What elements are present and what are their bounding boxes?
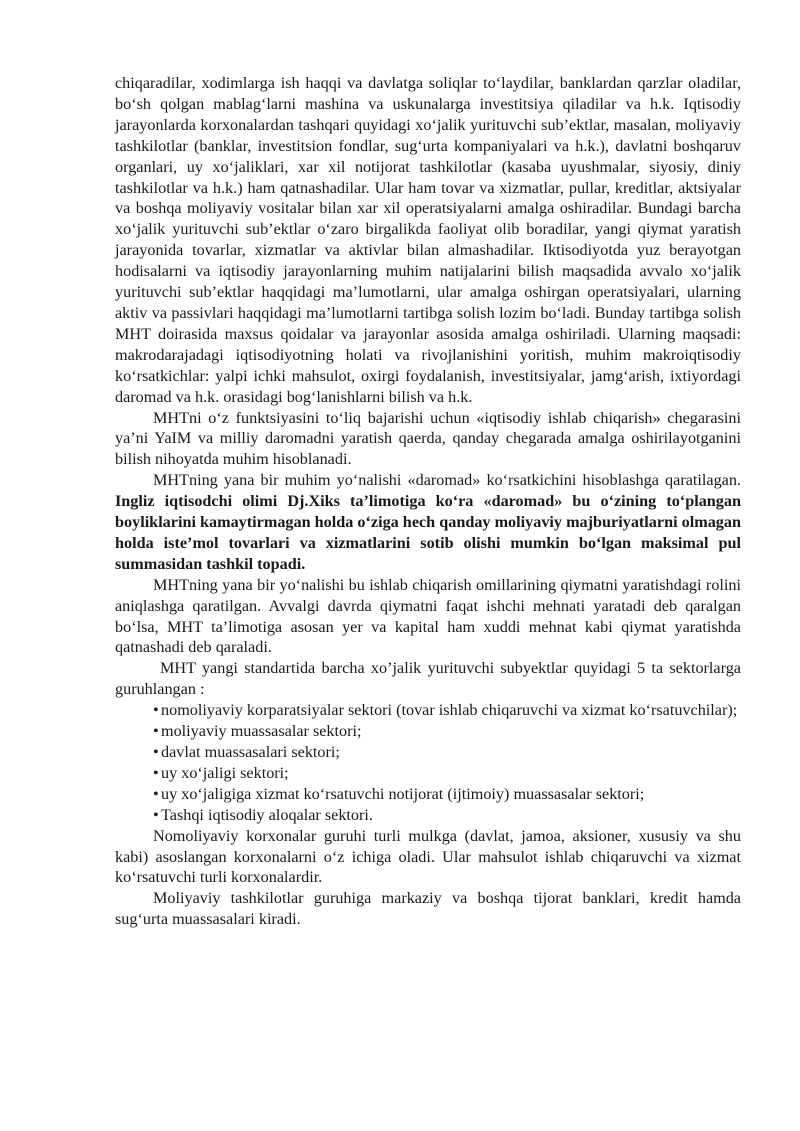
sector-label: nomoliyaviy korparatsiyalar sektori (tovar ishlab chiqaruvchi va xizmat ko‘rsatuvchilar); [161, 701, 738, 720]
bullet-icon: • [153, 743, 159, 761]
paragraph-financial-institutions: Moliyaviy tashkilotlar guruhiga markaziy va boshqa tijorat banklari, kredit hamda sug‘urta muassasalari kiradi. [115, 889, 741, 929]
paragraph-sector-intro: MHT yangi standartida barcha xo’jalik yurituvchi subyektlar quyidagi 5 ta sektorlarga guruhlangan : [115, 659, 741, 699]
sector-label: uy xo‘jaligiga xizmat ko‘rsatuvchi notijorat (ijtimoiy) muassasalar sektori; [161, 784, 645, 803]
sector-list [115, 700, 741, 825]
bullet-icon: • [153, 763, 159, 782]
list-item [115, 700, 741, 721]
paragraph-nonfinancial-corporations: Nomoliyaviy korxonalar guruhi turli mulkga (davlat, jamoa, aksioner, xususiy va shu kabi) asoslangan korxonalarni o‘z ichiga oladi. Ular mahsulot ishlab chiqaruvchi va xizmat ko‘rsatuvchi turli korxonalardir. [115, 826, 741, 887]
bullet-icon: • [153, 722, 159, 741]
list-item [115, 805, 741, 826]
hicks-income-definition: Ingliz iqtisodchi olimi Dj.Xiks ta’limotiga ko‘ra «daromad» bu o‘zining to‘plangan boyliklarini kamaytirmagan holda o‘ziga hech qanday moliyaviy majburiyatlarni olmagan holda iste’mol tovarlari va xizmatlarini sotib olishi mumkin bo‘lgan maksimal pul summasidan tashkil topadi. [115, 492, 741, 573]
paragraph-production-factors: MHTning yana bir yo‘nalishi bu ishlab chiqarish omillarining qiymatni yaratishdagi rolini aniqlashga qaratilgan. Avvalgi davrda qiymatni faqat ishchi mehnati yaratadi deb qaralgan bo‘lsa, MHT ta’limotiga asosan yer va kapital ham xuddi mehnat kabi qiymat yaratishda qatnashadi deb qaraladi. [115, 575, 741, 657]
sector-label: davlat muassasalari sektori; [161, 743, 340, 761]
sector-label: Tashqi iqtisodiy aloqalar sektori. [161, 805, 373, 824]
paragraph-economic-entities: chiqaradilar, xodimlarga ish haqqi va davlatga soliqlar to‘laydilar, banklardan qarzlar oladilar, bo‘sh qolgan mablag‘larni mashina va uskunalarga investitsiya qiladilar va h.k. Iqtisodiy jarayonlarda korxonalardan tashqari quyidagi xo‘jalik yurituvchi sub’ektlar, masalan, moliyaviy tashkilotlar (banklar, investitsion fondlar, sug‘urta kompaniyalari va h.k.), davlatni boshqaruv organlari, uy xo‘jaliklari, xar xil notijorat tashkilotlar (kasaba uyushmalar, siyosiy, diniy tashkilotlar va h.k.) ham qatnashadilar. Ular ham tovar va xizmatlar, pullar, kreditlar, aktsiyalar va boshqa moliyaviy vositalar bilan xar xil operatsiyalarni amalga oshiradilar. Bundagi barcha xo‘jalik yurituvchi sub’ektlar o‘zaro birgalikda faoliyat olib boradilar, yangi qiymat yaratish jarayonida tovarlar, xizmatlar va aktivlar bilan almashadilar. Iktisodiyotda yuz berayotgan hodisalarni va iqtisodiy jarayonlarning muhim natijalarini bilish maqsadida avvalo xo‘jalik yurituvchi sub’ektlar haqqidagi ma’lumotlarni, ular amalga oshirgan operatsiyalari, ularning aktiv va passivlari haqqidagi ma’lumotlarni tartibga solish lozim bo‘ladi. Bunday tartibga solish MHT doirasida maxsus qoidalar va jarayonlar asosida amalga oshiriladi. Ularning maqsadi: makrodarajadagi iqtisodiyotning holati va rivojlanishini yoritish, muhim makroiqtisodiy ko‘rsatkichlar: yalpi ichki mahsulot, oxirgi foydalanish, investitsiyalar, jamg‘arish, ixtiyordagi daromad va h.k. orasidagi bog‘lanishlarni bilish va h.k. [115, 74, 741, 406]
list-item [115, 742, 741, 763]
list-item [115, 784, 741, 805]
income-intro-text: MHTning yana bir muhim yo‘nalishi «daromad» ko‘rsatkichini hisoblashga qaratilagan. [153, 471, 741, 490]
bullet-icon: • [153, 805, 159, 824]
bullet-icon: • [153, 701, 159, 720]
document-page [115, 73, 741, 930]
sector-label: uy xo‘jaligi sektori; [161, 763, 289, 782]
sector-label: moliyaviy muassasalar sektori; [161, 722, 362, 741]
paragraph-production-boundary: MHTni o‘z funktsiyasini to‘liq bajarishi uchun «iqtisodiy ishlab chiqarish» chegarasini ya’ni YaIM va milliy daromadni yaratish qaerda, qanday chegarada amalga oshirilayotganini bilish nihoyatda muhim hisoblanadi. [115, 408, 741, 469]
paragraph-income-definition [115, 470, 741, 575]
bullet-icon: • [153, 784, 159, 803]
list-item [115, 763, 741, 784]
list-item [115, 721, 741, 742]
